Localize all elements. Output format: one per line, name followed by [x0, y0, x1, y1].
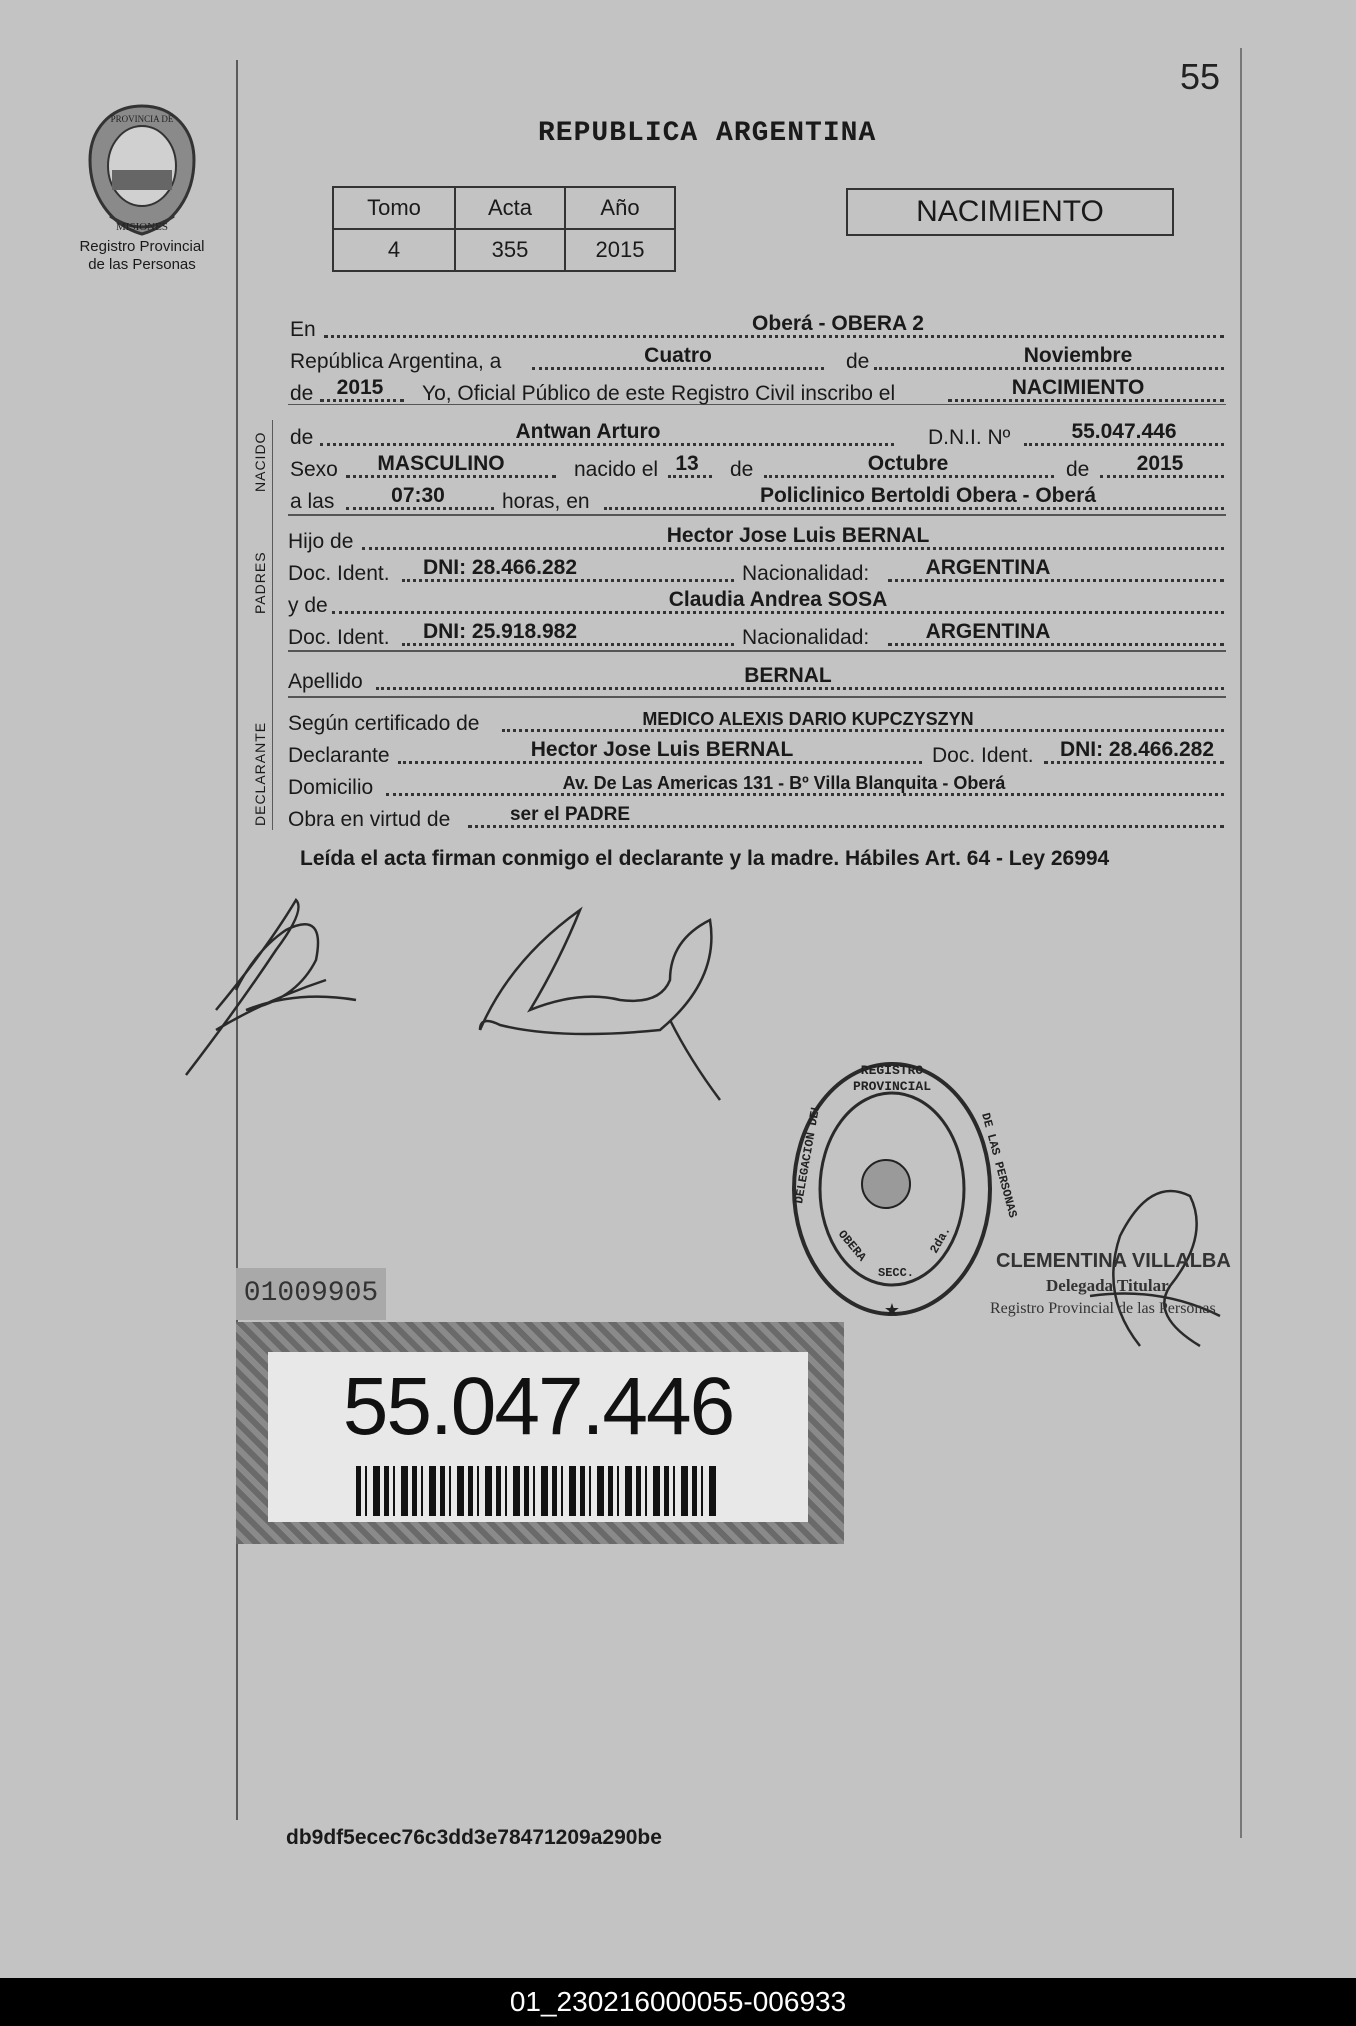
record-type-box: NACIMIENTO [846, 188, 1174, 236]
line-hora-lugar [288, 484, 1224, 514]
value-lugar-nac: Policlinico Bertoldi Obera - Oberá [759, 484, 1097, 507]
record-table [332, 186, 676, 272]
value-declarante: Hector Jose Luis BERNAL [530, 738, 794, 761]
country-title: REPUBLICA ARGENTINA [538, 118, 877, 149]
label-yo-oficial: Yo, Oficial Público de este Registro Civil inscribo el [422, 382, 896, 405]
section-label-padres: PADRES [252, 551, 268, 614]
registry-stamp [786, 1054, 1020, 1334]
stamp-city: OBERA [834, 1227, 869, 1265]
label-padre-doc: Doc. Ident. [288, 562, 390, 585]
line-certificado [288, 706, 1224, 736]
line-lugar [288, 312, 1224, 342]
value-hora: 07:30 [391, 484, 445, 507]
value-tomo: 4 [333, 229, 455, 271]
label-segun: Según certificado de [288, 712, 480, 735]
logo-caption-line2: de las Personas [88, 256, 196, 273]
reading-statement: Leída el acta firman conmigo el declarante y la madre. Hábiles Art. 64 - Ley 26994 [300, 847, 1110, 870]
value-madre-nac: ARGENTINA [925, 620, 1051, 643]
value-padre-doc: DNI: 28.466.282 [422, 556, 578, 579]
value-lugar: Oberá - OBERA 2 [752, 312, 924, 335]
label-dni: D.N.I. Nº [928, 426, 1011, 449]
label-en: En [290, 318, 316, 341]
line-madre [288, 588, 1224, 618]
stamp-emblem-icon [862, 1160, 910, 1208]
line-anio-acto [288, 376, 1224, 406]
label-declarante: Declarante [288, 744, 390, 767]
signature-left [176, 890, 396, 1080]
value-madre: Claudia Andrea SOSA [668, 588, 888, 611]
line-obra [288, 802, 1224, 832]
section-label-declarante: DECLARANTE [252, 721, 268, 826]
separator-3 [288, 650, 1226, 652]
stamp-star-icon: ★ [883, 1300, 901, 1320]
line-sexo-fecha [288, 452, 1224, 482]
label-de-mes: de [846, 350, 870, 373]
value-nombre: Antwan Arturo [515, 420, 661, 443]
header-acta: Acta [455, 187, 565, 229]
section-divider-line [272, 420, 273, 830]
header-anio: Año [565, 187, 675, 229]
value-anio: 2015 [336, 376, 384, 399]
label-y-de: y de [288, 594, 328, 617]
label-a-las: a las [290, 490, 335, 513]
value-domicilio: Av. De Las Americas 131 - Bº Villa Blanquita - Oberá [562, 773, 1006, 793]
value-anio-nac: 2015 [1136, 452, 1184, 475]
right-margin-line [1240, 48, 1242, 1838]
coat-of-arms-icon [80, 100, 204, 240]
ticket-small-id: 01009905 [236, 1268, 386, 1320]
stamp-ring-mid: REGISTRO [860, 1063, 924, 1078]
label-declarante-doc: Doc. Ident. [932, 744, 1034, 767]
label-hijo-de: Hijo de [288, 530, 354, 553]
label-de-year-nac: de [1066, 458, 1090, 481]
label-obra: Obra en virtud de [288, 808, 451, 831]
label-horas-en: horas, en [502, 490, 590, 513]
value-declarante-doc: DNI: 28.466.282 [1059, 738, 1215, 761]
value-padre: Hector Jose Luis BERNAL [666, 524, 930, 547]
logo-caption [62, 238, 222, 274]
stamp-ring-top: PROVINCIAL [852, 1079, 932, 1094]
line-padre-doc [288, 556, 1224, 586]
value-dia-nac: 13 [675, 452, 699, 475]
value-certificado: MEDICO ALEXIS DARIO KUPCZYSZYN [642, 709, 974, 729]
document-hash: db9df5ecec76c3dd3e78471209a290be [286, 1826, 662, 1849]
value-padre-nac: ARGENTINA [925, 556, 1051, 579]
logo-caption-line1: Registro Provincial [79, 238, 205, 255]
separator-4 [288, 696, 1226, 698]
stamp-sec: SECC. [878, 1266, 915, 1280]
logo-arc-text: PROVINCIA DE [110, 114, 174, 124]
official-name: CLEMENTINA VILLALBA [996, 1250, 1231, 1272]
label-nacido-el: nacido el [574, 458, 659, 481]
footer-id: 01_230216000055-006933 [0, 1978, 1356, 2026]
line-declarante [288, 738, 1224, 768]
value-acto: NACIMIENTO [1011, 376, 1145, 399]
separator-2 [288, 514, 1226, 516]
value-madre-doc: DNI: 25.918.982 [422, 620, 578, 643]
value-sexo: MASCULINO [377, 452, 505, 475]
logo-bottom-text: MISIONES [116, 221, 168, 233]
label-de-mes-nac: de [730, 458, 754, 481]
label-padre-nac: Nacionalidad: [742, 562, 870, 585]
label-madre-doc: Doc. Ident. [288, 626, 390, 649]
line-padre [288, 524, 1224, 554]
line-apellido [288, 664, 1224, 694]
label-apellido: Apellido [288, 670, 363, 693]
page-number: 55 [1180, 56, 1221, 97]
dni-ticket [236, 1322, 844, 1544]
value-acta: 355 [455, 229, 565, 271]
value-mes-nac: Octubre [867, 452, 949, 475]
label-republica: República Argentina, a [290, 350, 502, 373]
stamp-ring-left: DELEGACION DEL [792, 1102, 824, 1205]
label-domicilio: Domicilio [288, 776, 374, 799]
line-nombre [288, 420, 1224, 450]
label-sexo: Sexo [290, 458, 338, 481]
stamp-num: 2da. [927, 1224, 954, 1256]
value-mes: Noviembre [1023, 344, 1133, 367]
value-dni: 55.047.446 [1071, 420, 1177, 443]
value-obra: ser el PADRE [509, 804, 631, 825]
value-anio: 2015 [565, 229, 675, 271]
value-apellido: BERNAL [744, 664, 832, 687]
label-madre-nac: Nacionalidad: [742, 626, 870, 649]
label-de-year: de [290, 382, 314, 405]
label-de-nombre: de [290, 426, 314, 449]
ticket-inner [268, 1352, 808, 1522]
official-title: Delegada Titular [1046, 1276, 1169, 1295]
section-label-nacido: NACIDO [252, 431, 268, 492]
official-org: Registro Provincial de las Personas [990, 1300, 1216, 1317]
line-domicilio [288, 770, 1224, 800]
header-tomo: Tomo [333, 187, 455, 229]
ticket-number: 55.047.446 [342, 1361, 734, 1452]
value-dia: Cuatro [644, 344, 712, 367]
line-fecha [288, 344, 1224, 374]
barcode-icon [356, 1466, 720, 1516]
line-madre-doc [288, 620, 1224, 650]
signature-center [470, 900, 750, 1100]
stamp-ring-right: DE LAS PERSONAS [978, 1111, 1020, 1220]
